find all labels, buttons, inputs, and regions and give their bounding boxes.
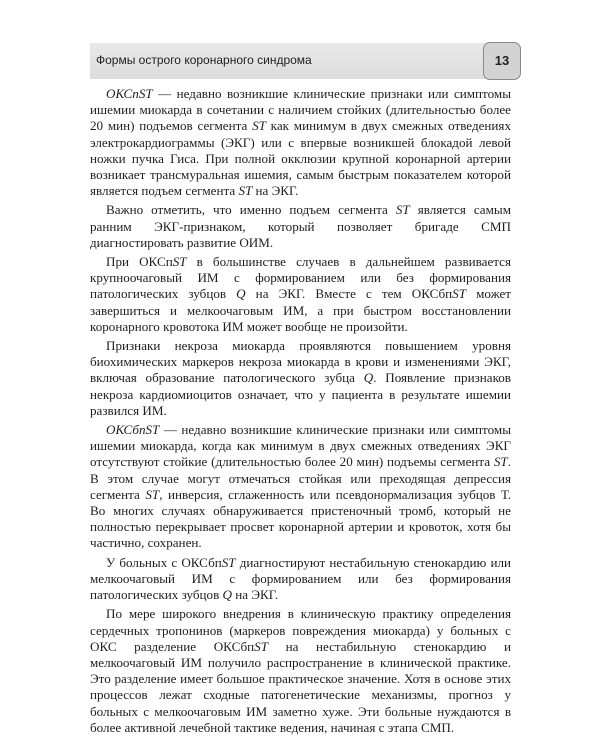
italic-term: Q — [363, 370, 374, 386]
text-run: Важно отметить, что именно подъем сегмента — [106, 202, 396, 218]
italic-term: ST — [254, 638, 268, 654]
paragraph — [90, 86, 511, 199]
text-run: — недавно возникшие клинические признаки или симптомы ишемии миокарда, когда как минимум в двух смежных отведениях ЭКГ отсутствуют стойкие (длительностью более 20 мин) подъемы сегмента — [90, 422, 511, 470]
italic-term: ST — [145, 486, 160, 502]
text-run: . В этом случае могут отмечаться стойкая или преходящая депрессия сегмента — [90, 454, 511, 502]
paragraph — [90, 254, 511, 335]
italic-term: ST — [493, 454, 508, 470]
paragraph — [90, 338, 511, 419]
text-run: У больных с ОКСбп — [106, 554, 222, 570]
italic-term: ОКСпST — [106, 86, 153, 101]
text-run: может завершиться и мелкоочаговым ИМ, а при быстром восстановлении коронарного кровотока ИМ может вообще не произойти. — [90, 286, 512, 334]
text-run: диагностируют нестабильную стенокардию или мелкоочаговый ИМ с формированием или без формирования патологических зубцов — [90, 554, 511, 603]
text-run: является самым ранним ЭКГ-признаком, который позволяет бригаде СМП диагностировать развитие ОИМ. — [90, 202, 511, 250]
text-run: как минимум в двух смежных отведениях электрокардиограммы (ЭКГ) или с впервые возникшей блокадой левой ножки пучка Гиса. При полной окклюзии крупной коронарной артерии возникает трансмуральная ишемия, самым быстрым показателем которой является подъем сегмента — [90, 118, 511, 199]
italic-term: ST — [238, 183, 253, 199]
header-title: Формы острого коронарного синдрома — [96, 53, 312, 67]
text-run: . Появление признаков некроза кардиомиоцитов означает, что у пациента в результате ишемии развился ИМ. — [90, 370, 511, 418]
italic-term: ST — [452, 286, 467, 302]
running-header — [90, 43, 515, 79]
text-run: в большинстве случаев в дальнейшем развивается крупноочаговый ИМ с формированием или без формирования патологических зубцов — [90, 254, 511, 302]
text-run: на ЭКГ. — [232, 587, 279, 603]
italic-term: ST — [221, 554, 236, 570]
paragraph — [90, 422, 511, 552]
text-run: на ЭКГ. — [252, 183, 299, 199]
body-text — [90, 86, 511, 739]
text-run: Признаки некроза миокарда проявляются повышением уровня биохимических маркеров некроза миокарда в крови и изменениями ЭКГ, включая образование патологического зубца — [90, 338, 511, 386]
paragraph — [90, 555, 511, 604]
text-run: — недавно возникшие клинические признаки или симптомы ишемии миокарда в сочетании с наличием стойких (длительностью более 20 мин) подъемов сегмента — [90, 86, 511, 134]
italic-term: Q — [236, 286, 246, 302]
paragraph — [90, 202, 511, 251]
text-run: на нестабильную стенокардию и мелкоочаговый ИМ получило распространение в клинической практике. Это разделение имеет большое практическое значение. Хотя в основе этих процессов лежат сходные патогенетические механизмы, прогноз у больных с мелкоочаговым ИМ заметно хуже. Эти больные нуждаются в более активной лечебной тактике ведения, начиная с этапа СМП. — [90, 638, 512, 735]
italic-term: Q — [222, 587, 232, 603]
italic-term: ST — [395, 202, 410, 218]
italic-term: ST — [172, 254, 187, 270]
text-run: на ЭКГ. Вместе с тем ОКСбп — [245, 286, 453, 302]
text-run: По мере широкого внедрения в клиническую практику определения сердечных тропонинов (маркеров повреждения миокарда) у больных с ОКС разделение ОКСбп — [90, 606, 511, 654]
italic-term: ОКСбпST — [106, 422, 160, 438]
italic-term: ST — [252, 118, 266, 134]
text-run: При ОКСп — [106, 254, 173, 270]
paragraph — [90, 606, 511, 736]
text-run: , инверсия, сглаженность или псевдонормализация зубцов Т. Во многих случаях обнаруживается пристеночный тромб, который не полностью перекрывает просвет коронарной артерии и кровоток, хотя бы частично, сохранен. — [90, 486, 511, 551]
page-number: 13 — [483, 42, 521, 80]
